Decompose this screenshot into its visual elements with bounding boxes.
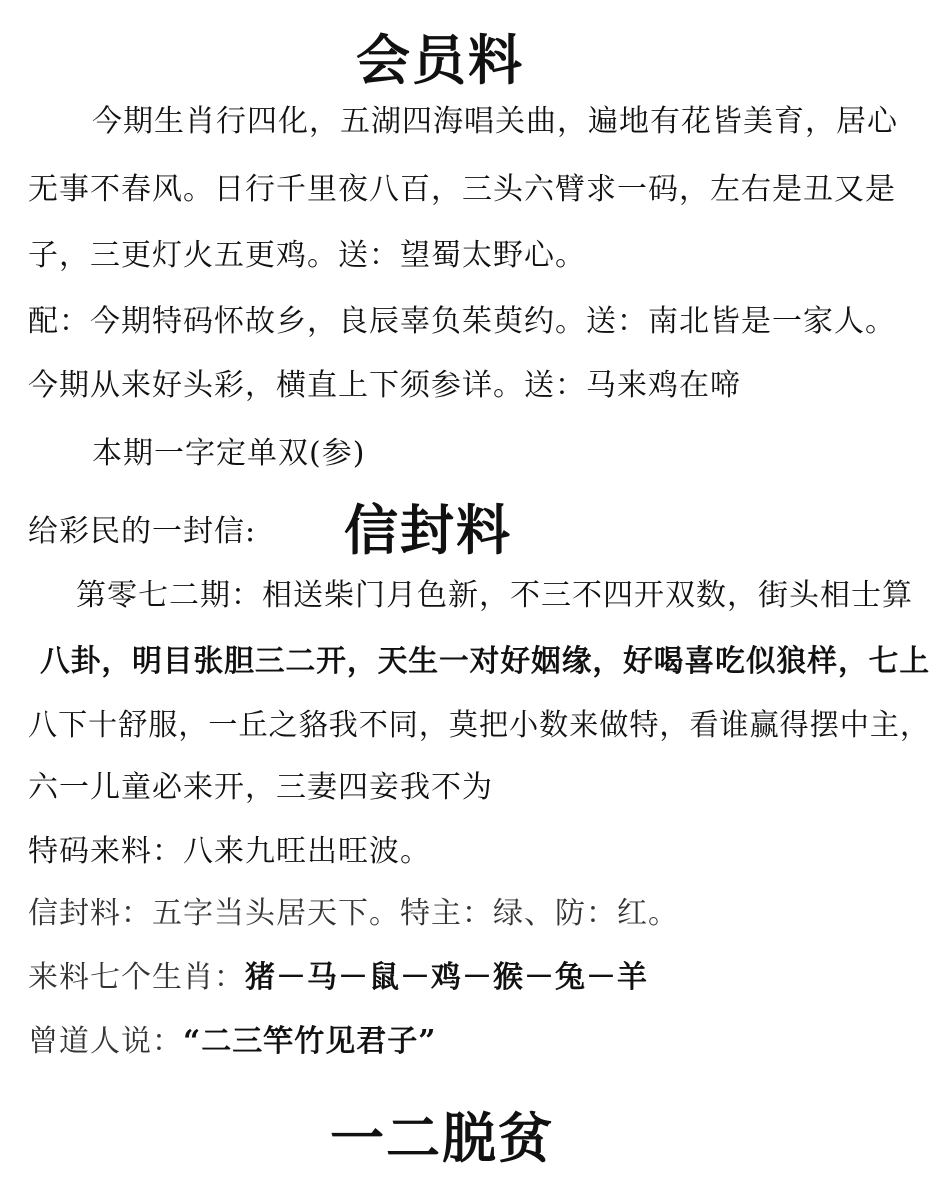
member-line-5: 今期从来好头彩，横直上下须参详。送：马来鸡在啼 bbox=[28, 368, 741, 403]
member-line-6: 本期一字定单双(参) bbox=[92, 436, 366, 471]
footer-title: 一二脱贫 bbox=[330, 1106, 554, 1170]
taoist-line bbox=[28, 1024, 437, 1060]
envelope-note-line: 信封料：五字当头居天下。特主：绿、防：红。 bbox=[28, 896, 679, 931]
zodiac-prefix: 来料七个生肖： bbox=[28, 960, 245, 995]
envelope-title: 信封料 bbox=[344, 498, 512, 562]
envelope-line-4: 六一儿童必来开，三妻四妾我不为 bbox=[28, 770, 493, 805]
zodiac-list: 猪－马－鼠－鸡－猴－兔－羊 bbox=[245, 960, 648, 995]
taoist-quote: “二三竿竹见君子” bbox=[183, 1024, 437, 1059]
envelope-line-3: 八下十舒服，一丘之貉我不同，莫把小数来做特，看谁赢得摆中主， bbox=[28, 708, 931, 743]
member-line-2: 无事不春风。日行千里夜八百，三头六臂求一码，左右是丑又是 bbox=[28, 172, 896, 207]
envelope-line-2: 八卦，明目张胆三二开，天生一对好姻缘，好喝喜吃似狼样，七上 bbox=[40, 644, 931, 679]
member-line-1: 今期生肖行四化，五湖四海唱关曲，遍地有花皆美育，居心 bbox=[92, 104, 898, 139]
special-code-line: 特码来料：八来九旺出旺波。 bbox=[28, 834, 431, 869]
member-line-3: 子，三更灯火五更鸡。送：望蜀太野心。 bbox=[28, 238, 586, 273]
letter-label: 给彩民的一封信: bbox=[28, 514, 257, 549]
member-line-4: 配：今期特码怀故乡，良辰辜负茱萸约。送：南北皆是一家人。 bbox=[28, 304, 896, 339]
zodiac-line bbox=[28, 960, 648, 996]
taoist-prefix: 曾道人说： bbox=[28, 1024, 183, 1059]
member-title: 会员料 bbox=[356, 28, 524, 92]
envelope-line-1: 第零七二期：相送柴门月色新，不三不四开双数，街头相士算 bbox=[76, 578, 913, 613]
